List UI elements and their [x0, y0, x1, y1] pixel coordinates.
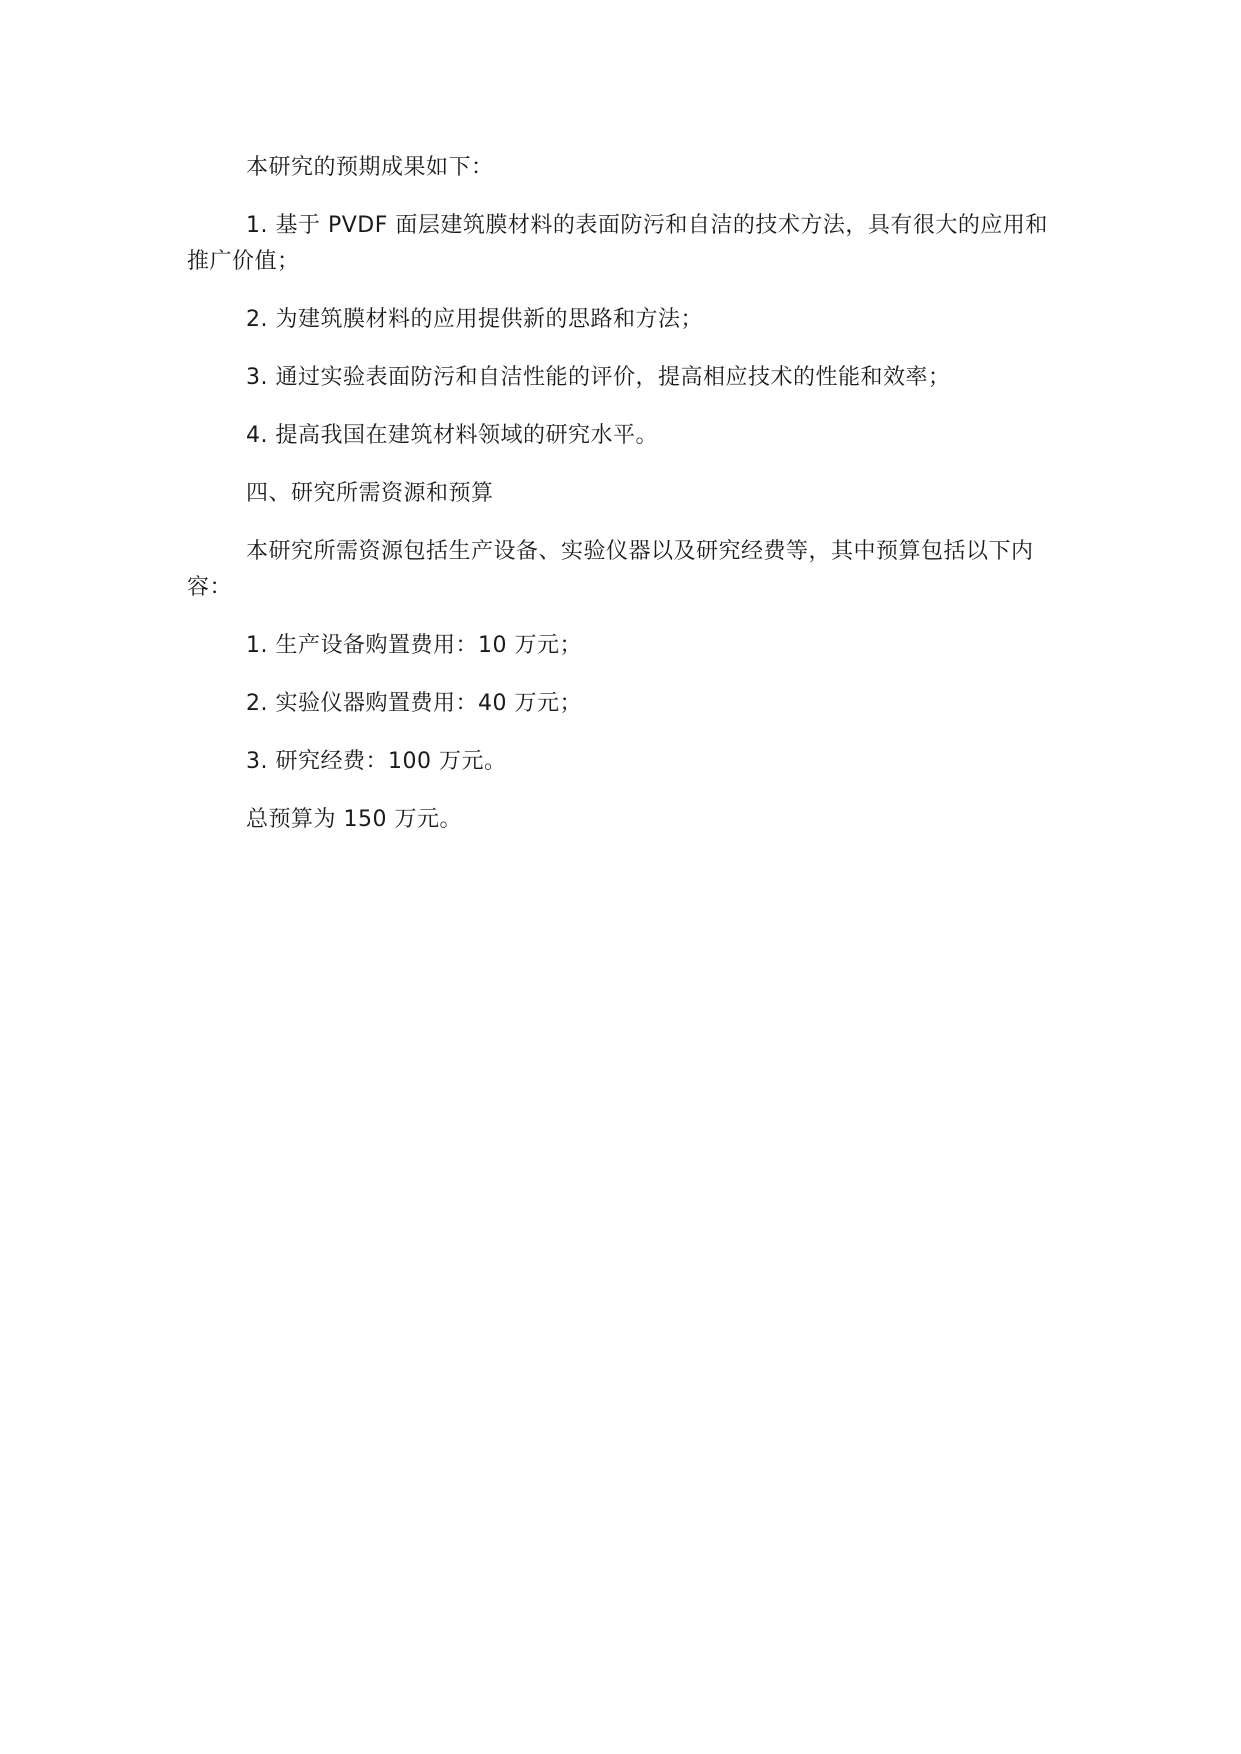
document-body — [187, 150, 1053, 860]
outcome-item-3: 3. 通过实验表面防污和自洁性能的评价，提高相应技术的性能和效率； — [246, 365, 951, 390]
section-heading-resources-budget: 四、研究所需资源和预算 — [246, 481, 494, 506]
resources-intro-paragraph: 本研究所需资源包括生产设备、实验仪器以及研究经费等，其中预算包括以下内容： — [187, 539, 1034, 600]
total-budget-paragraph: 总预算为 150 万元。 — [246, 807, 462, 832]
outcome-item-1: 1. 基于 PVDF 面层建筑膜材料的表面防污和自洁的技术方法，具有很大的应用和推广价值； — [187, 213, 1048, 274]
budget-item-3: 3. 研究经费：100 万元。 — [246, 749, 507, 774]
intro-outcomes-paragraph: 本研究的预期成果如下： — [246, 155, 494, 180]
budget-item-1: 1. 生产设备购置费用：10 万元； — [246, 633, 582, 658]
budget-item-2: 2. 实验仪器购置费用：40 万元； — [246, 691, 582, 716]
outcome-item-2: 2. 为建筑膜材料的应用提供新的思路和方法； — [246, 307, 703, 332]
outcome-item-4: 4. 提高我国在建筑材料领域的研究水平。 — [246, 423, 658, 448]
